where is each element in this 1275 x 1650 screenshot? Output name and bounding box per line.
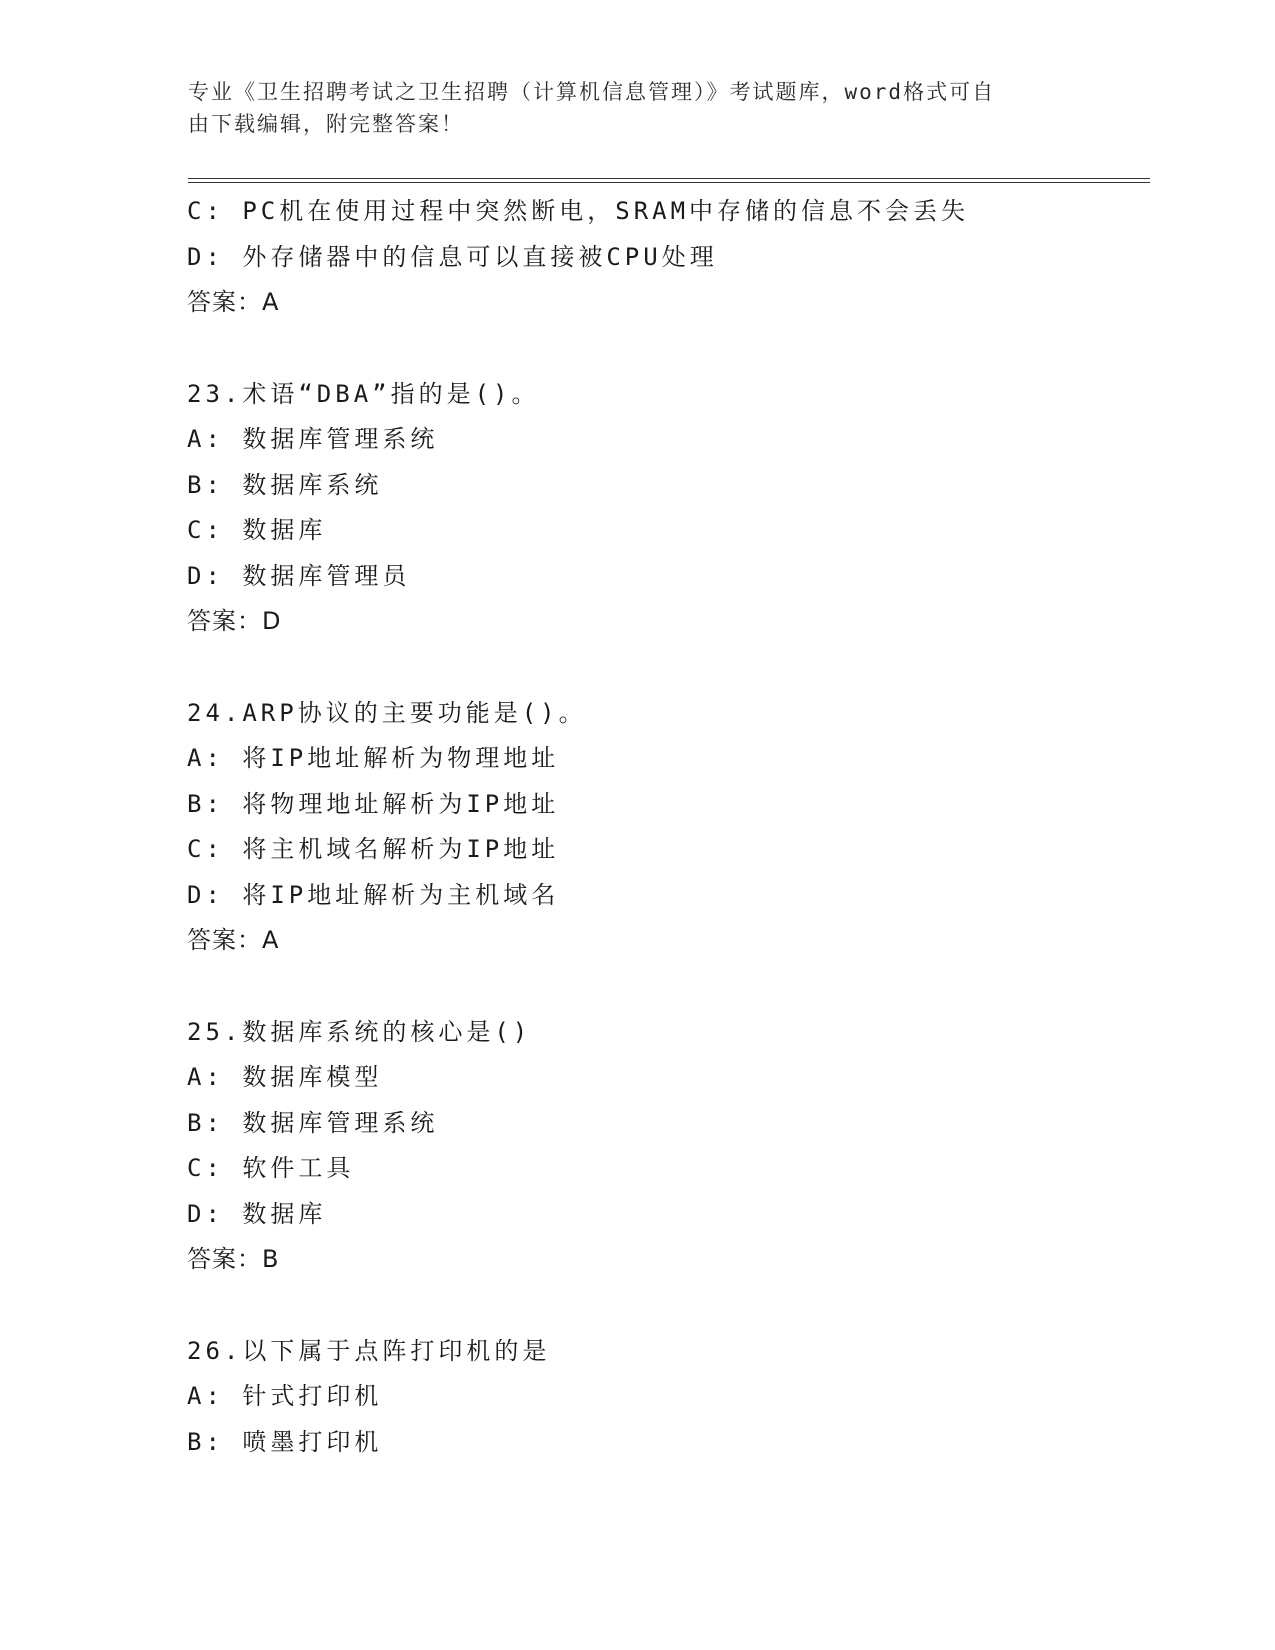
option-c: C: 数据库 (187, 516, 327, 544)
answer-line: 答案：A (187, 288, 280, 316)
question-stem: 25.数据库系统的核心是() (187, 1017, 532, 1046)
option-a: A: 针式打印机 (187, 1382, 383, 1410)
answer-line: 答案：B (187, 1245, 280, 1273)
question-stem: 23.术语“DBA”指的是()。 (187, 379, 540, 408)
question-22-continued (187, 189, 1147, 326)
answer-line: 答案：D (187, 607, 282, 635)
option-d: D: 数据库 (187, 1199, 327, 1228)
option-c: C: 软件工具 (187, 1154, 355, 1182)
option-d: D: 将IP地址解析为主机域名 (187, 880, 560, 909)
option-c: C: 将主机域名解析为IP地址 (187, 835, 560, 863)
option-a: A: 数据库模型 (187, 1063, 383, 1091)
question-25 (187, 1010, 1147, 1283)
option-b: B: 数据库管理系统 (187, 1108, 439, 1137)
question-24 (187, 691, 1147, 964)
question-stem: 26.以下属于点阵打印机的是 (187, 1336, 551, 1365)
option-d: D: 数据库管理员 (187, 561, 411, 590)
question-stem: 24.ARP协议的主要功能是()。 (187, 698, 587, 727)
option-d: D: 外存储器中的信息可以直接被CPU处理 (187, 242, 718, 271)
header-line-2: 由下载编辑，附完整答案！ (188, 112, 464, 136)
option-a: A: 将IP地址解析为物理地址 (187, 744, 560, 772)
option-c: C: PC机在使用过程中突然断电，SRAM中存储的信息不会丢失 (187, 197, 970, 225)
header-divider (188, 178, 1150, 183)
option-b: B: 将物理地址解析为IP地址 (187, 789, 560, 818)
option-b: B: 喷墨打印机 (187, 1427, 383, 1456)
question-26 (187, 1329, 1147, 1466)
question-list (187, 189, 1147, 1465)
question-23 (187, 372, 1147, 645)
option-b: B: 数据库系统 (187, 470, 383, 499)
option-a: A: 数据库管理系统 (187, 425, 439, 453)
answer-line: 答案：A (187, 926, 280, 954)
header-line-1: 专业《卫生招聘考试之卫生招聘（计算机信息管理）》考试题库，word格式可自 (188, 80, 996, 104)
document-header (188, 76, 1088, 140)
